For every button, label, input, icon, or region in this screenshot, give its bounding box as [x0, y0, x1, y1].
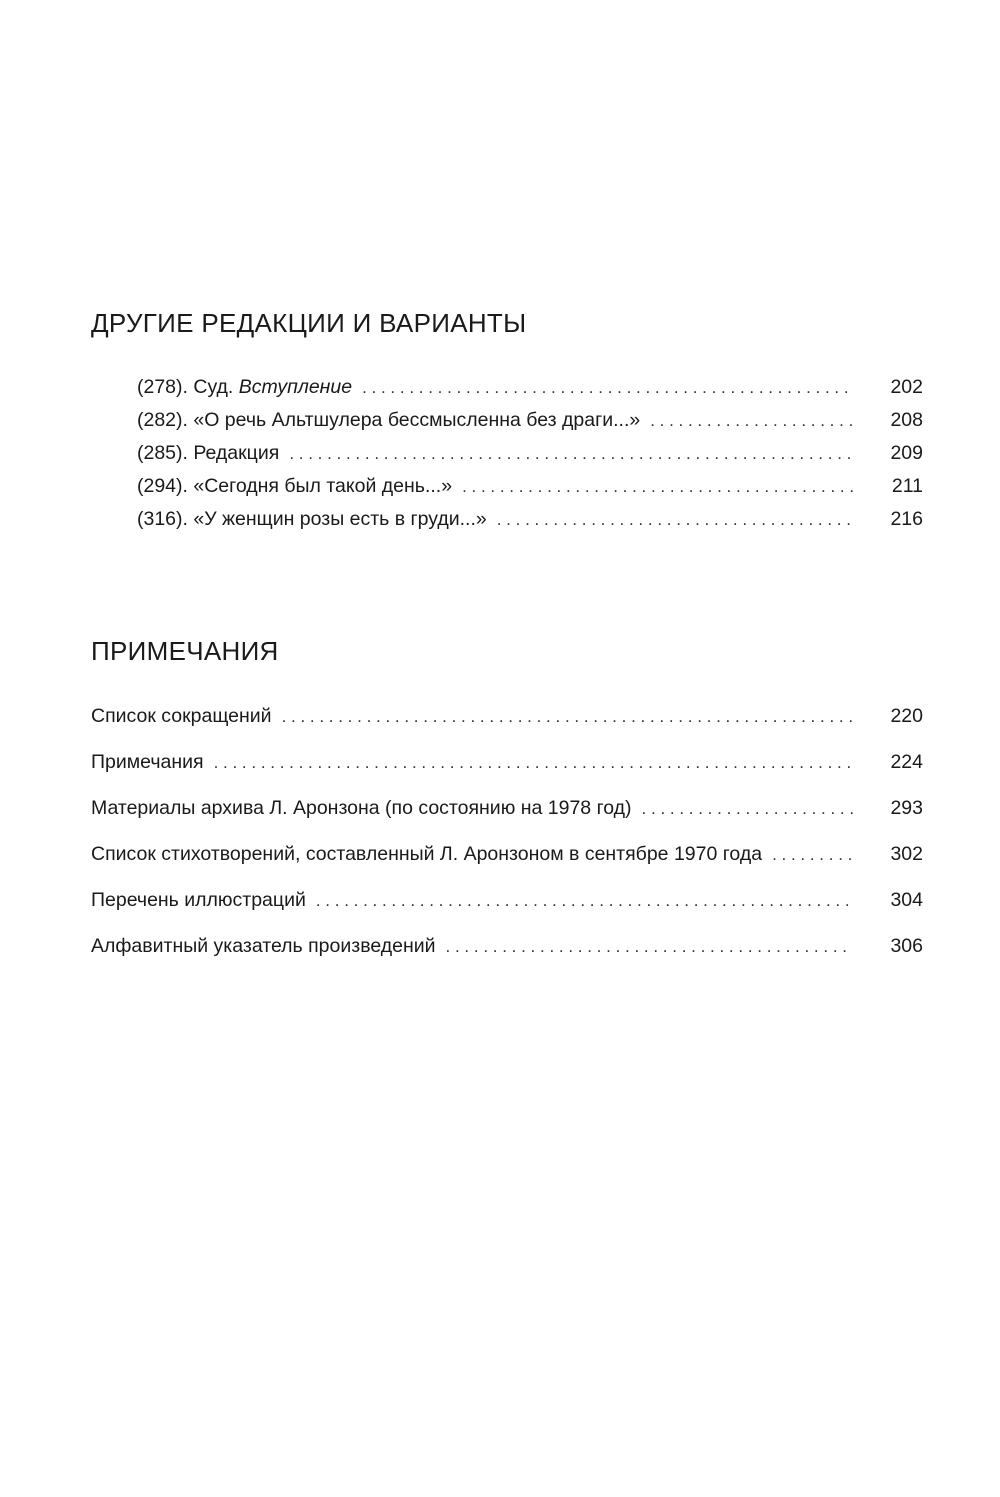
dot-leader [642, 799, 853, 819]
section-heading-other-editions: ДРУГИЕ РЕДАКЦИИ И ВАРИАНТЫ [91, 308, 527, 338]
toc-entry-number: (285). [137, 442, 194, 464]
dot-leader [497, 510, 853, 530]
toc-list-other-editions [137, 376, 923, 541]
dot-leader [446, 937, 853, 957]
dot-leader [772, 845, 853, 865]
toc-entry-title: Алфавитный указатель произведений [91, 935, 436, 957]
toc-entry[interactable] [91, 797, 923, 843]
dot-leader [282, 707, 853, 727]
toc-entry[interactable] [137, 475, 923, 508]
toc-entry-title: Список стихотворений, составленный Л. Аронзоном в сентябре 1970 года [91, 843, 763, 865]
toc-entry-title [137, 508, 487, 531]
toc-page-number: 304 [890, 889, 923, 911]
section-heading-notes: ПРИМЕЧАНИЯ [91, 636, 279, 666]
toc-entry-title-italic: Вступление [238, 376, 353, 398]
toc-entry-title: Список сокращений [91, 705, 272, 727]
toc-entry[interactable] [91, 843, 923, 889]
toc-entry[interactable] [91, 889, 923, 935]
toc-entry-title: Перечень иллюстраций [91, 889, 306, 911]
toc-page-number: 209 [890, 442, 923, 464]
toc-entry-title [137, 442, 279, 465]
dot-leader [316, 891, 853, 911]
dot-leader [214, 753, 853, 773]
toc-entry-title-text: «О речь Альтшулера бессмысленна без драги...» [193, 409, 641, 431]
toc-entry[interactable] [137, 376, 923, 409]
toc-entry[interactable] [137, 409, 923, 442]
toc-entry[interactable] [137, 442, 923, 475]
toc-page-number: 293 [890, 797, 923, 819]
toc-page-number: 306 [890, 935, 923, 957]
toc-page-number: 208 [890, 409, 923, 431]
dot-leader [650, 411, 853, 431]
toc-entry-title [137, 376, 352, 399]
toc-entry[interactable] [91, 705, 923, 751]
toc-entry-title [137, 409, 640, 432]
toc-entry-title-text: «Сегодня был такой день...» [193, 475, 453, 497]
toc-entry-number: (282). [137, 409, 194, 431]
toc-entry-number: (278). Суд. [137, 376, 239, 398]
toc-entry-number: (316). [137, 508, 194, 530]
toc-entry[interactable] [137, 508, 923, 541]
toc-entry-title-text: «У женщин розы есть в груди...» [193, 508, 487, 530]
toc-entry-title: Материалы архива Л. Аронзона (по состоянию на 1978 год) [91, 797, 632, 819]
toc-entry-number: (294). [137, 475, 194, 497]
toc-entry-title: Примечания [91, 751, 204, 773]
dot-leader [289, 444, 853, 464]
dot-leader [362, 378, 853, 398]
toc-entry[interactable] [91, 751, 923, 797]
toc-entry[interactable] [91, 935, 923, 981]
toc-page-number: 202 [890, 376, 923, 398]
toc-page-number: 216 [890, 508, 923, 530]
toc-page-number: 211 [891, 475, 923, 497]
toc-page-number: 220 [890, 705, 923, 727]
toc-list-notes [91, 705, 923, 981]
toc-entry-title [137, 475, 452, 498]
toc-page-number: 302 [890, 843, 923, 865]
dot-leader [462, 477, 853, 497]
toc-entry-title-text: Редакция [193, 442, 280, 464]
toc-page-number: 224 [890, 751, 923, 773]
